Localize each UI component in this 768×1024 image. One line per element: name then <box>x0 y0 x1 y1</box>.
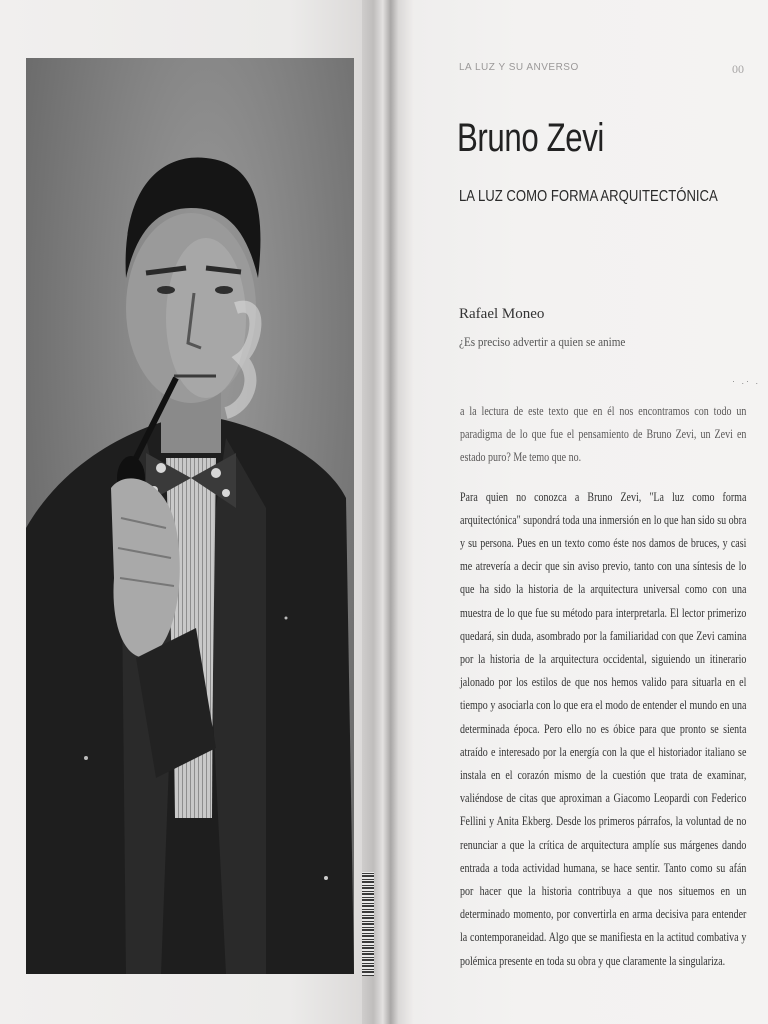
portrait-illustration <box>26 58 354 974</box>
left-page <box>0 0 362 1024</box>
book-gutter <box>362 0 414 1024</box>
paper-speck: · .· . <box>732 376 760 386</box>
author-name: Rafael Moneo <box>459 306 545 322</box>
author-lead-line: ¿Es preciso advertir a quien se anime <box>459 334 626 349</box>
article-subtitle: LA LUZ COMO FORMA ARQUITECTÓNICA <box>459 188 718 205</box>
page-number: 00 <box>732 62 744 76</box>
portrait-photo <box>26 58 354 974</box>
right-page <box>414 0 768 1024</box>
barcode-strip <box>362 872 374 976</box>
article-body <box>460 400 746 989</box>
paragraph-2: Para quien no conozca a Bruno Zevi, "La luz como forma arquitectónica" supondrá toda una inmersión en lo que han sido su obra y su persona. Pues en un texto como éste nos damos de bruces, y casi me atrevería a decir que sin aviso previo, tanto con una síntesis de lo que ha sido la historia de la arquitectura universal como con una muestra de lo que fue su método para interpretarla. El lector primerizo quedará, sin duda, asombrado por la familiaridad con que Zevi camina por la historia de la arquitectura occidental, siguiendo un itinerario jalonado por los estilos de que nos hemos valido para situarla en el tiempo y asociarla con lo que era el modo de entender el mundo en una determinada época. Pero ello no es óbice para que pronto se sienta atraído e interesado por la energía con la que el historiador italiano se instala en el corazón mismo de la cuestión que trata de examinar, valiéndose de citas que aproximan a Giacomo Leopardi con Federico Fellini y Anita Ekberg. Desde los primeros párrafos, la voluntad de no renunciar a que la crítica de arquitectura amplíe sus márgenes dando entrada a toda actividad humana, se hace sentir. Tanto como su afán por hacer que la historia contribuya a que nos situemos en un determinado momento, por convertirla en arma decisiva para entender la contemporaneidad. Algo que se manifiesta en la actitud combativa y polémica presente en toda su obra y que claramente la singulariza. <box>460 489 747 968</box>
article-title: Bruno Zevi <box>457 116 604 160</box>
paragraph-1: a la lectura de este texto que en él nos encontramos con todo un paradigma de lo que fue el pensamiento de Bruno Zevi, un Zevi en estado puro? Me temo que no. <box>460 404 747 465</box>
running-head: LA LUZ Y SU ANVERSO <box>459 62 579 73</box>
